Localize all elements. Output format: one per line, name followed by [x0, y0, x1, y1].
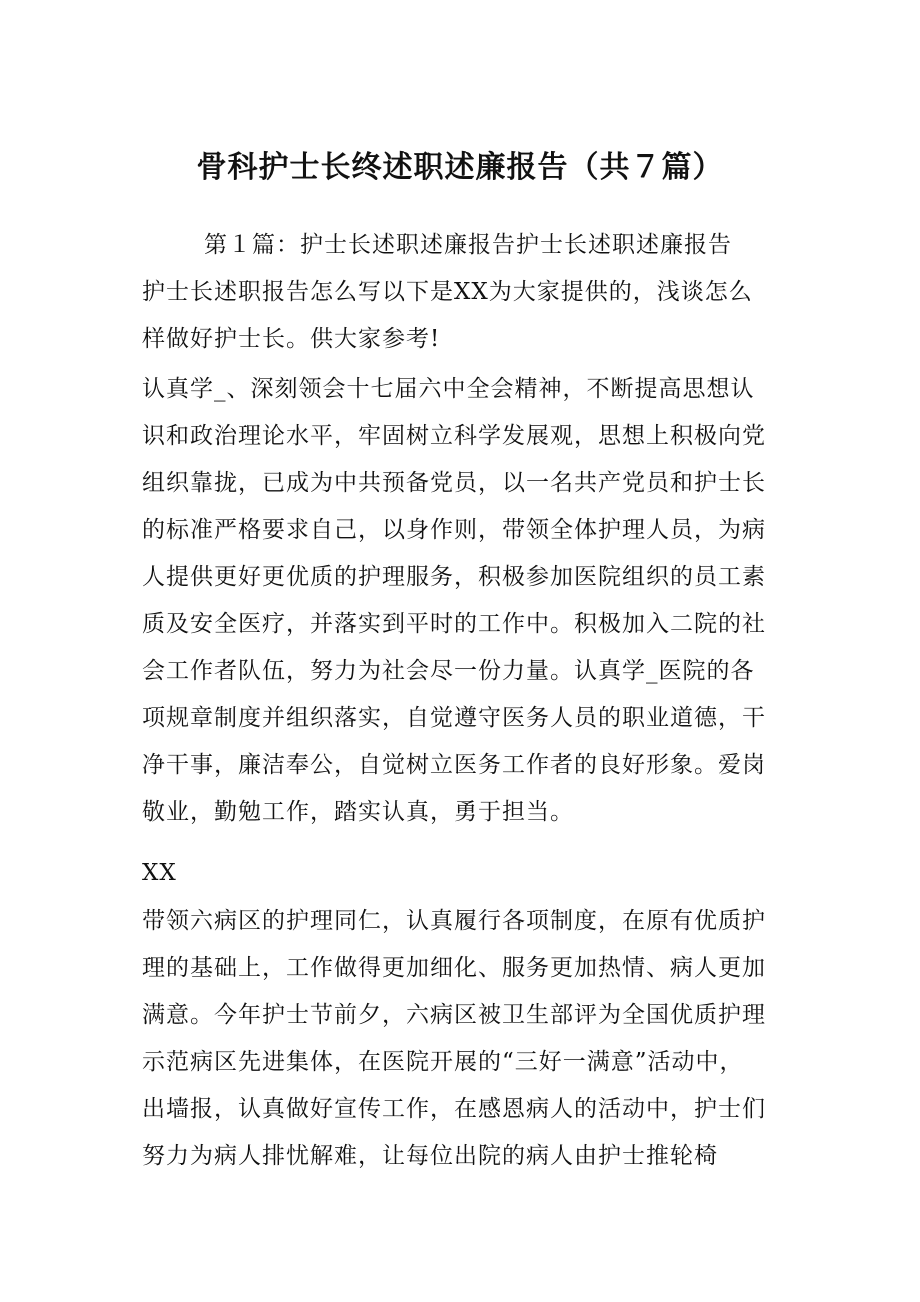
heading-line: 第１篇：护士长述职述廉报告护士长述职述廉报告: [204, 232, 732, 258]
text-line: 质及安全医疗，并落实到平时的工作中。积极加入二院的社: [142, 611, 766, 637]
text-line: 组织靠拢，已成为中共预备党员，以一名共产党员和护士长: [142, 470, 766, 496]
text-line: 会工作者队伍，努力为社会尽一份力量。认真学_医院的各: [142, 658, 755, 684]
section-heading: [204, 222, 804, 269]
paragraph-ward: [142, 898, 792, 1180]
text-line: 满意。今年护士节前夕，六病区被卫生部评为全国优质护理: [142, 1002, 766, 1028]
text-line: 认真学_、深刻领会十七届六中全会精神，不断提高思想认: [142, 376, 755, 402]
text-line: 的标准严格要求自己，以身作则，带领全体护理人员，为病: [142, 517, 766, 543]
text-line: 人提供更好更优质的护理服务，积极参加医院组织的员工素: [142, 564, 766, 590]
text-line: XX: [142, 860, 177, 886]
text-line: 护士长述职报告怎么写以下是XX为大家提供的，浅谈怎么: [142, 279, 753, 305]
paragraph-intro: [142, 269, 792, 363]
text-line: 出墙报，认真做好宣传工作，在感恩病人的活动中，护士们: [142, 1096, 766, 1122]
paragraph-study: [142, 366, 792, 836]
text-line: 项规章制度并组织落实，自觉遵守医务人员的职业道德，干: [142, 705, 766, 731]
text-line: 示范病区先进集体，在医院开展的“三好一满意”活动中，: [142, 1049, 744, 1075]
text-line: 净干事，廉洁奉公，自觉树立医务工作者的良好形象。爱岗: [142, 752, 766, 778]
text-line: 识和政治理论水平，牢固树立科学发展观，思想上积极向党: [142, 423, 766, 449]
text-line: 理的基础上，工作做得更加细化、服务更加热情、病人更加: [142, 955, 766, 981]
text-line: 敬业，勤勉工作，踏实认真，勇于担当。: [142, 799, 574, 825]
text-line: 带领六病区的护理同仁，认真履行各项制度，在原有优质护: [142, 908, 766, 934]
text-line: 努力为病人排忧解难，让每位出院的病人由护士推轮椅: [142, 1143, 718, 1169]
text-line: 样做好护士长。供大家参考!: [142, 326, 441, 352]
paragraph-xx: [142, 850, 792, 897]
document-title: 骨科护士长终述职述廉报告（共７篇）: [196, 150, 724, 185]
